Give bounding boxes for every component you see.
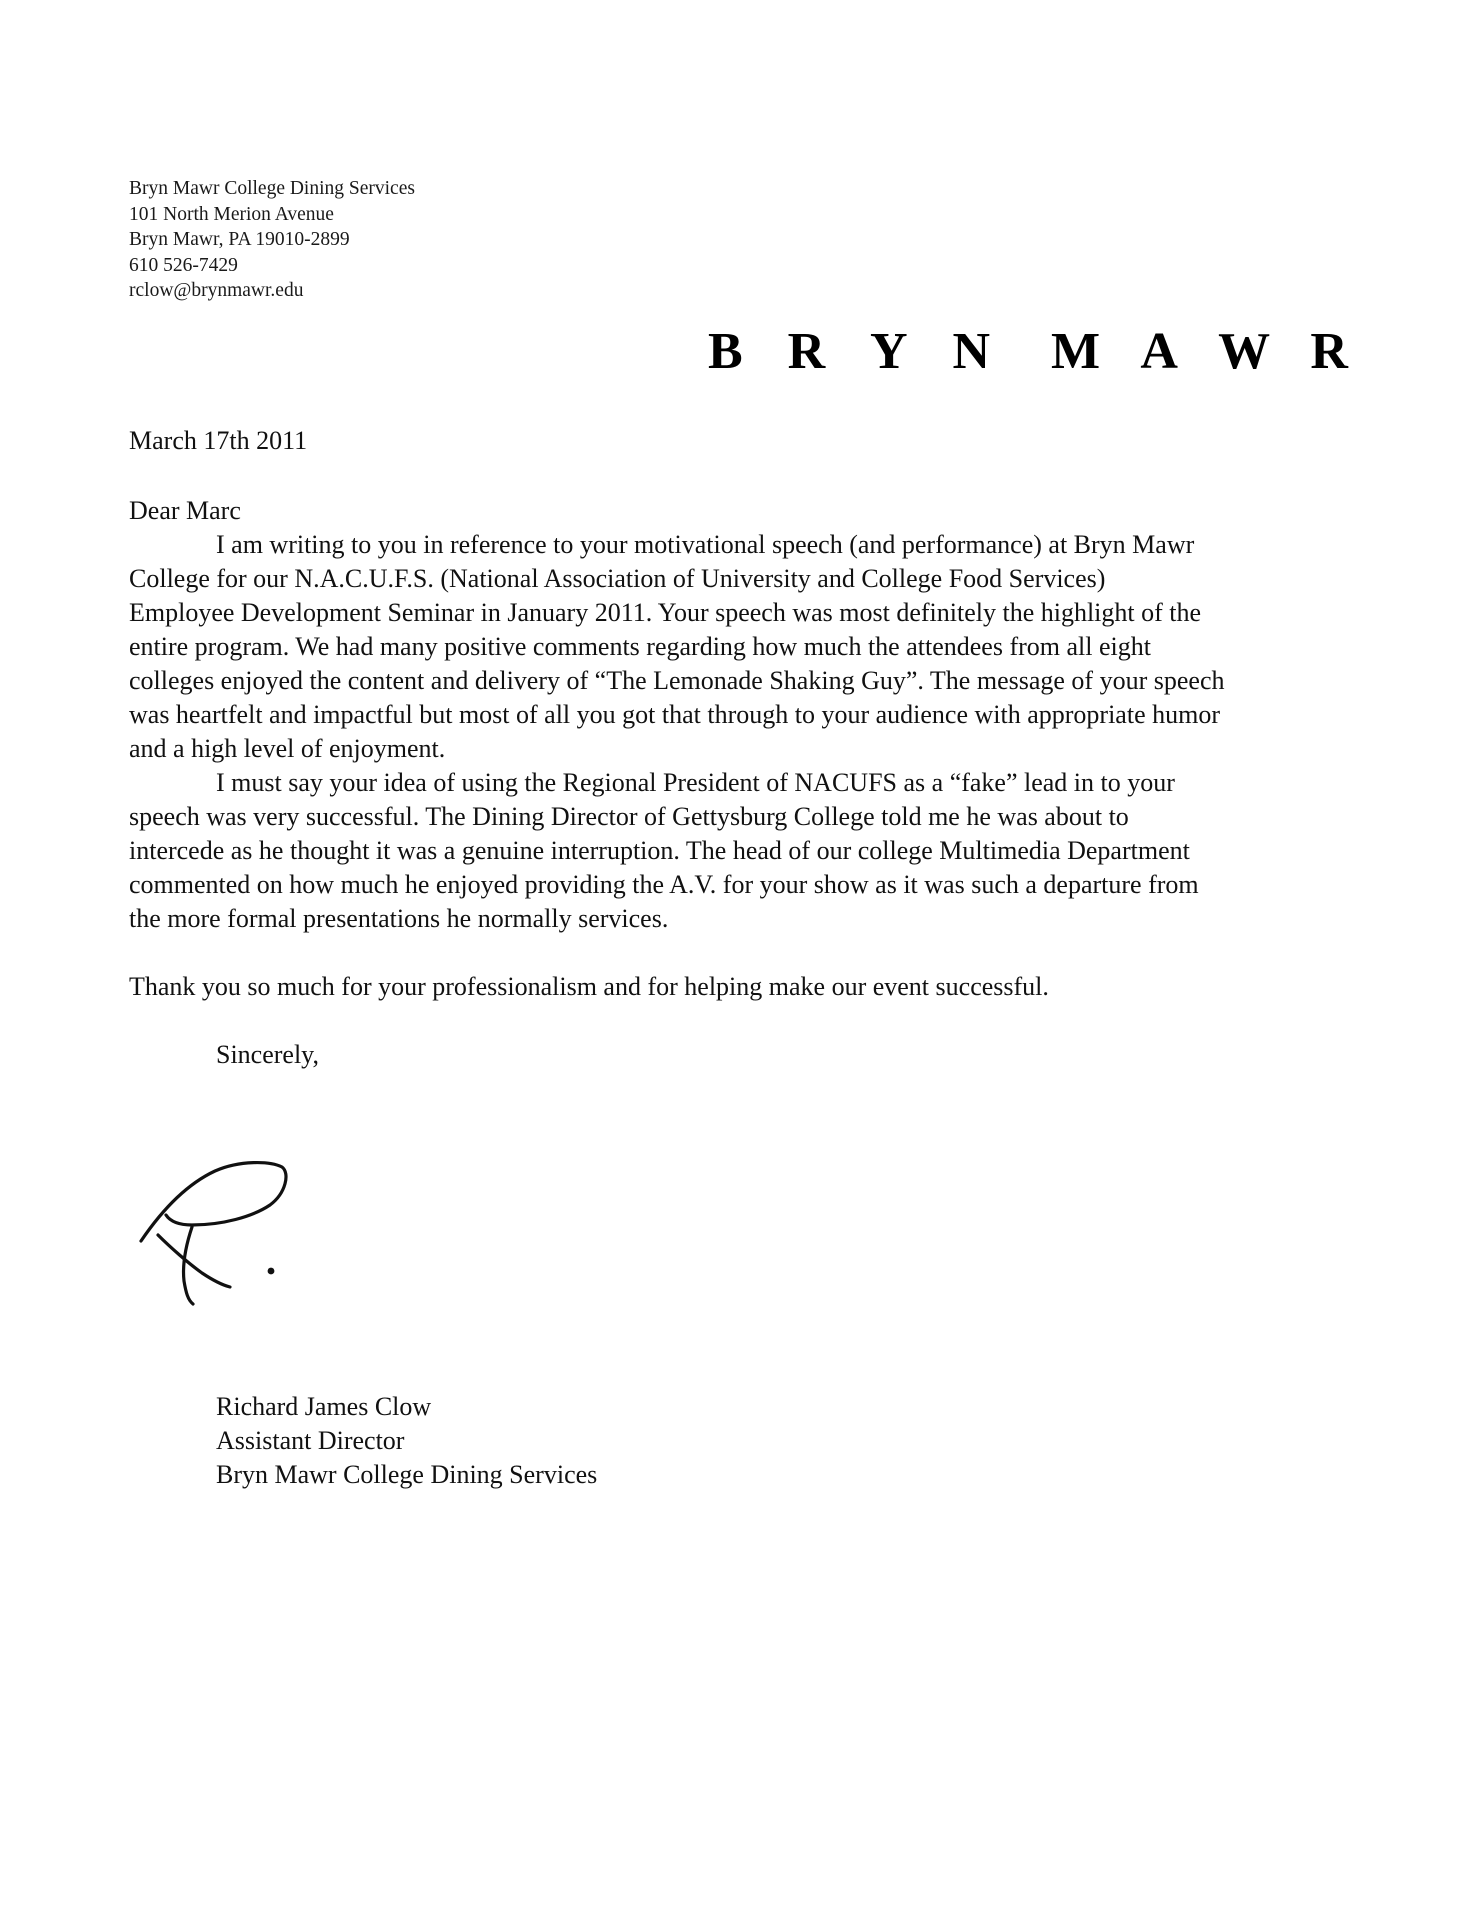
masthead-letter: W xyxy=(1218,323,1271,380)
body-line: intercede as he thought it was a genuine interruption. The head of our college Multimedia Department xyxy=(129,836,1190,865)
body-line: the more formal presentations he normally services. xyxy=(129,904,669,933)
signatory-title: Assistant Director xyxy=(216,1426,405,1455)
masthead-word-mawr xyxy=(1051,322,1348,382)
masthead-letter: R xyxy=(787,323,826,380)
body-line: speech was very successful. The Dining Director of Gettysburg College told me he was about to xyxy=(129,802,1129,831)
body-line: I must say your idea of using the Regional President of NACUFS as a “fake” lead in to your xyxy=(216,768,1175,797)
signatory-name: Richard James Clow xyxy=(216,1392,432,1421)
letter-date: March 17th 2011 xyxy=(129,426,308,455)
sender-street: 101 North Merion Avenue xyxy=(129,203,334,225)
handwritten-signature xyxy=(130,1155,290,1310)
signatory-organization: Bryn Mawr College Dining Services xyxy=(216,1460,598,1489)
masthead-letter: R xyxy=(1310,323,1348,380)
masthead-letter: B xyxy=(708,323,743,380)
body-line: was heartfelt and impactful but most of all you got that through to your audience with appropriate humor xyxy=(129,700,1220,729)
signatory-block xyxy=(216,1390,597,1492)
masthead-letter: N xyxy=(952,323,990,380)
masthead-letter: A xyxy=(1140,323,1178,380)
sender-phone: 610 526-7429 xyxy=(129,254,238,276)
body-line: colleges enjoyed the content and delivery of “The Lemonade Shaking Guy”. The message of your speech xyxy=(129,666,1225,695)
body-line: commented on how much he enjoyed providing the A.V. for your show as it was such a departure from xyxy=(129,870,1199,899)
salutation: Dear Marc xyxy=(129,496,241,525)
body-line: and a high level of enjoyment. xyxy=(129,734,446,763)
letter-body xyxy=(129,528,1359,936)
body-line: Employee Development Seminar in January 2011. Your speech was most definitely the highlight of the xyxy=(129,598,1202,627)
masthead-word-bryn xyxy=(708,322,990,382)
closing-sentence: Thank you so much for your professionalism and for helping make our event successful. xyxy=(129,972,1049,1001)
sender-address-block xyxy=(129,176,415,304)
bryn-mawr-masthead xyxy=(708,322,1348,382)
masthead-letter: Y xyxy=(870,323,908,380)
sender-email: rclow@brynmawr.edu xyxy=(129,280,304,301)
body-line: College for our N.A.C.U.F.S. (National Association of University and College Food Services) xyxy=(129,564,1106,593)
sign-off: Sincerely, xyxy=(216,1040,319,1069)
sender-name: Bryn Mawr College Dining Services xyxy=(129,178,415,199)
body-line: I am writing to you in reference to your motivational speech (and performance) at Bryn Mawr xyxy=(216,530,1195,559)
masthead-letter: M xyxy=(1051,323,1101,380)
body-line: entire program. We had many positive comments regarding how much the attendees from all eight xyxy=(129,632,1151,661)
sender-city: Bryn Mawr, PA 19010-2899 xyxy=(129,229,350,250)
